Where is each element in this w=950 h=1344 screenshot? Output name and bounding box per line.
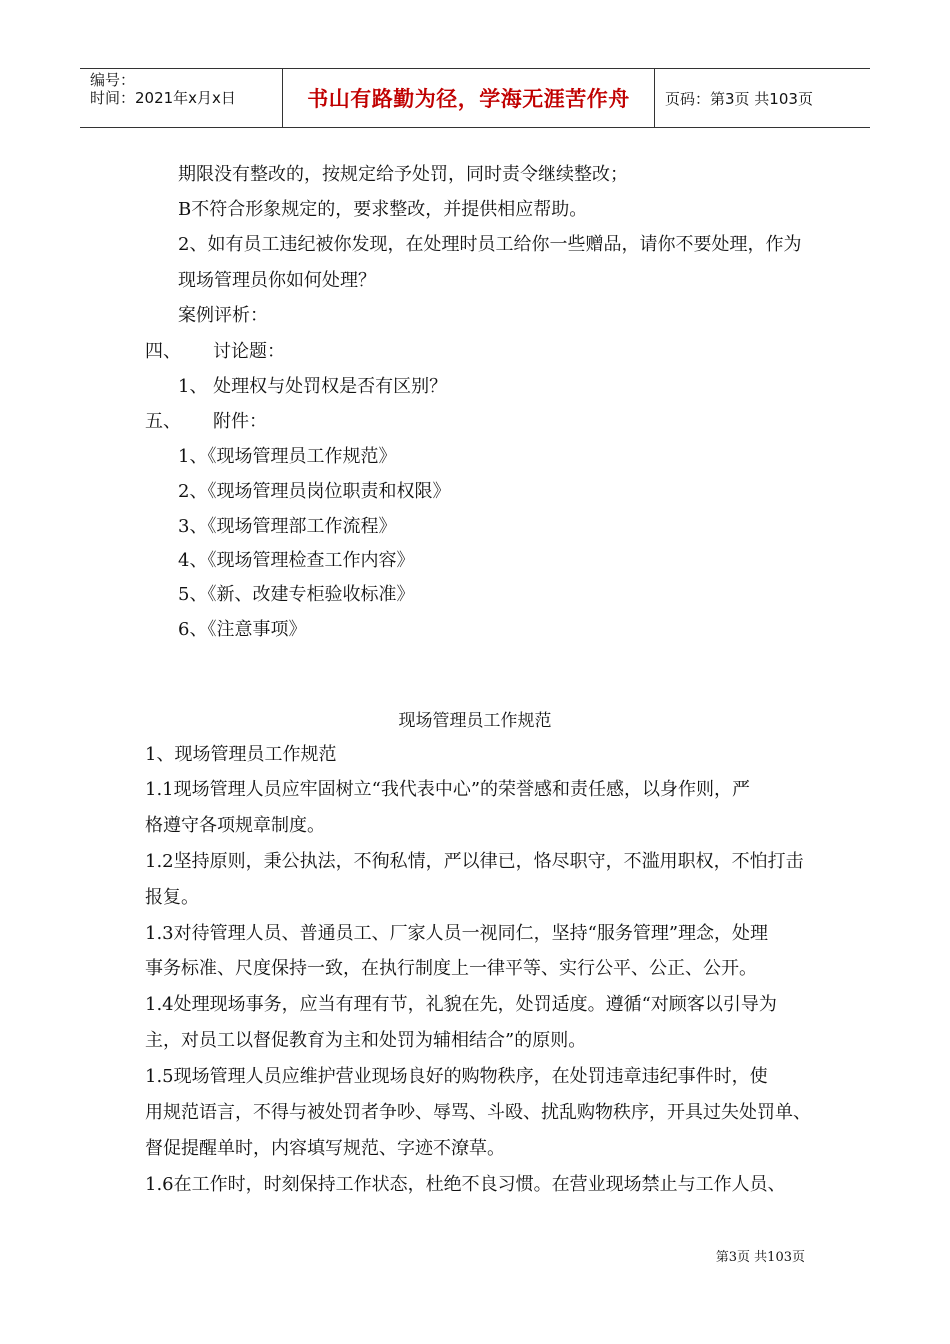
document-number-label: 编号： [90, 71, 136, 89]
discussion-question: 1、 处理权与处罚权是否有区别？ [178, 376, 448, 397]
paragraph-line: 1.6在工作时，时刻保持工作状态，杜绝不良习惯。在营业现场禁止与工作人员、 [145, 1174, 786, 1195]
subsection-heading: 1、现场管理员工作规范 [145, 744, 337, 765]
paragraph-line: 现场管理员你如何处理？ [178, 270, 376, 291]
attachment-item: 4、《现场管理检查工作内容》 [178, 550, 415, 571]
section-5-number: 五、 [145, 411, 181, 432]
attachment-item: 5、《新、改建专柜验收标准》 [178, 584, 415, 605]
paragraph-line: B不符合形象规定的，要求整改，并提供相应帮助。 [178, 199, 588, 220]
attachment-item: 1、《现场管理员工作规范》 [178, 446, 397, 467]
document-date-label: 时间：2021年x月x日 [90, 89, 236, 107]
section-title: 现场管理员工作规范 [398, 711, 552, 731]
header-page-number: 页码：第3页 共103页 [665, 89, 813, 108]
paragraph-line: 期限没有整改的，按规定给予处罚，同时责令继续整改； [178, 164, 628, 185]
paragraph-line: 1.3对待管理人员、普通员工、厂家人员一视同仁，坚持“服务管理”理念，处理 [145, 923, 769, 944]
attachment-item: 6、《注意事项》 [178, 619, 307, 640]
paragraph-line: 主，对员工以督促教育为主和处罚为辅相结合”的原则。 [145, 1030, 587, 1051]
paragraph-line: 报复。 [145, 887, 199, 908]
page-header [80, 68, 870, 128]
attachment-item: 3、《现场管理部工作流程》 [178, 516, 397, 537]
question-2: 2、如有员工违纪被你发现，在处理时员工给你一些赠品，请你不要处理，作为 [178, 234, 802, 255]
paragraph-line: 1.5现场管理人员应维护营业现场良好的购物秩序，在处罚违章违纪事件时，使 [145, 1066, 768, 1087]
attachment-item: 2、《现场管理员岗位职责和权限》 [178, 481, 451, 502]
paragraph-line: 督促提醒单时，内容填写规范、字迹不潦草。 [145, 1138, 505, 1159]
section-4-title: 讨论题： [213, 341, 285, 362]
header-meta [80, 69, 282, 127]
paragraph-line: 格遵守各项规章制度。 [145, 815, 325, 836]
paragraph-line: 1.2坚持原则，秉公执法，不徇私情，严以律已，恪尽职守，不滥用职权，不怕打击 [145, 851, 804, 872]
page-footer: 第3页 共103页 [715, 1250, 805, 1265]
section-4-number: 四、 [145, 341, 181, 362]
case-analysis-label: 案例评析： [178, 305, 268, 326]
header-motto: 书山有路勤为径，学海无涯苦作舟 [282, 69, 655, 127]
paragraph-line: 事务标准、尺度保持一致，在执行制度上一律平等、实行公平、公正、公开。 [145, 958, 757, 979]
paragraph-line: 用规范语言，不得与被处罚者争吵、辱骂、斗殴、扰乱购物秩序，开具过失处罚单、 [145, 1102, 811, 1123]
section-5-title: 附件： [213, 411, 267, 432]
paragraph-line: 1.1现场管理人员应牢固树立“我代表中心”的荣誉感和责任感，以身作则，严 [145, 779, 751, 800]
paragraph-line: 1.4处理现场事务，应当有理有节，礼貌在先，处罚适度。遵循“对顾客以引导为 [145, 994, 777, 1015]
